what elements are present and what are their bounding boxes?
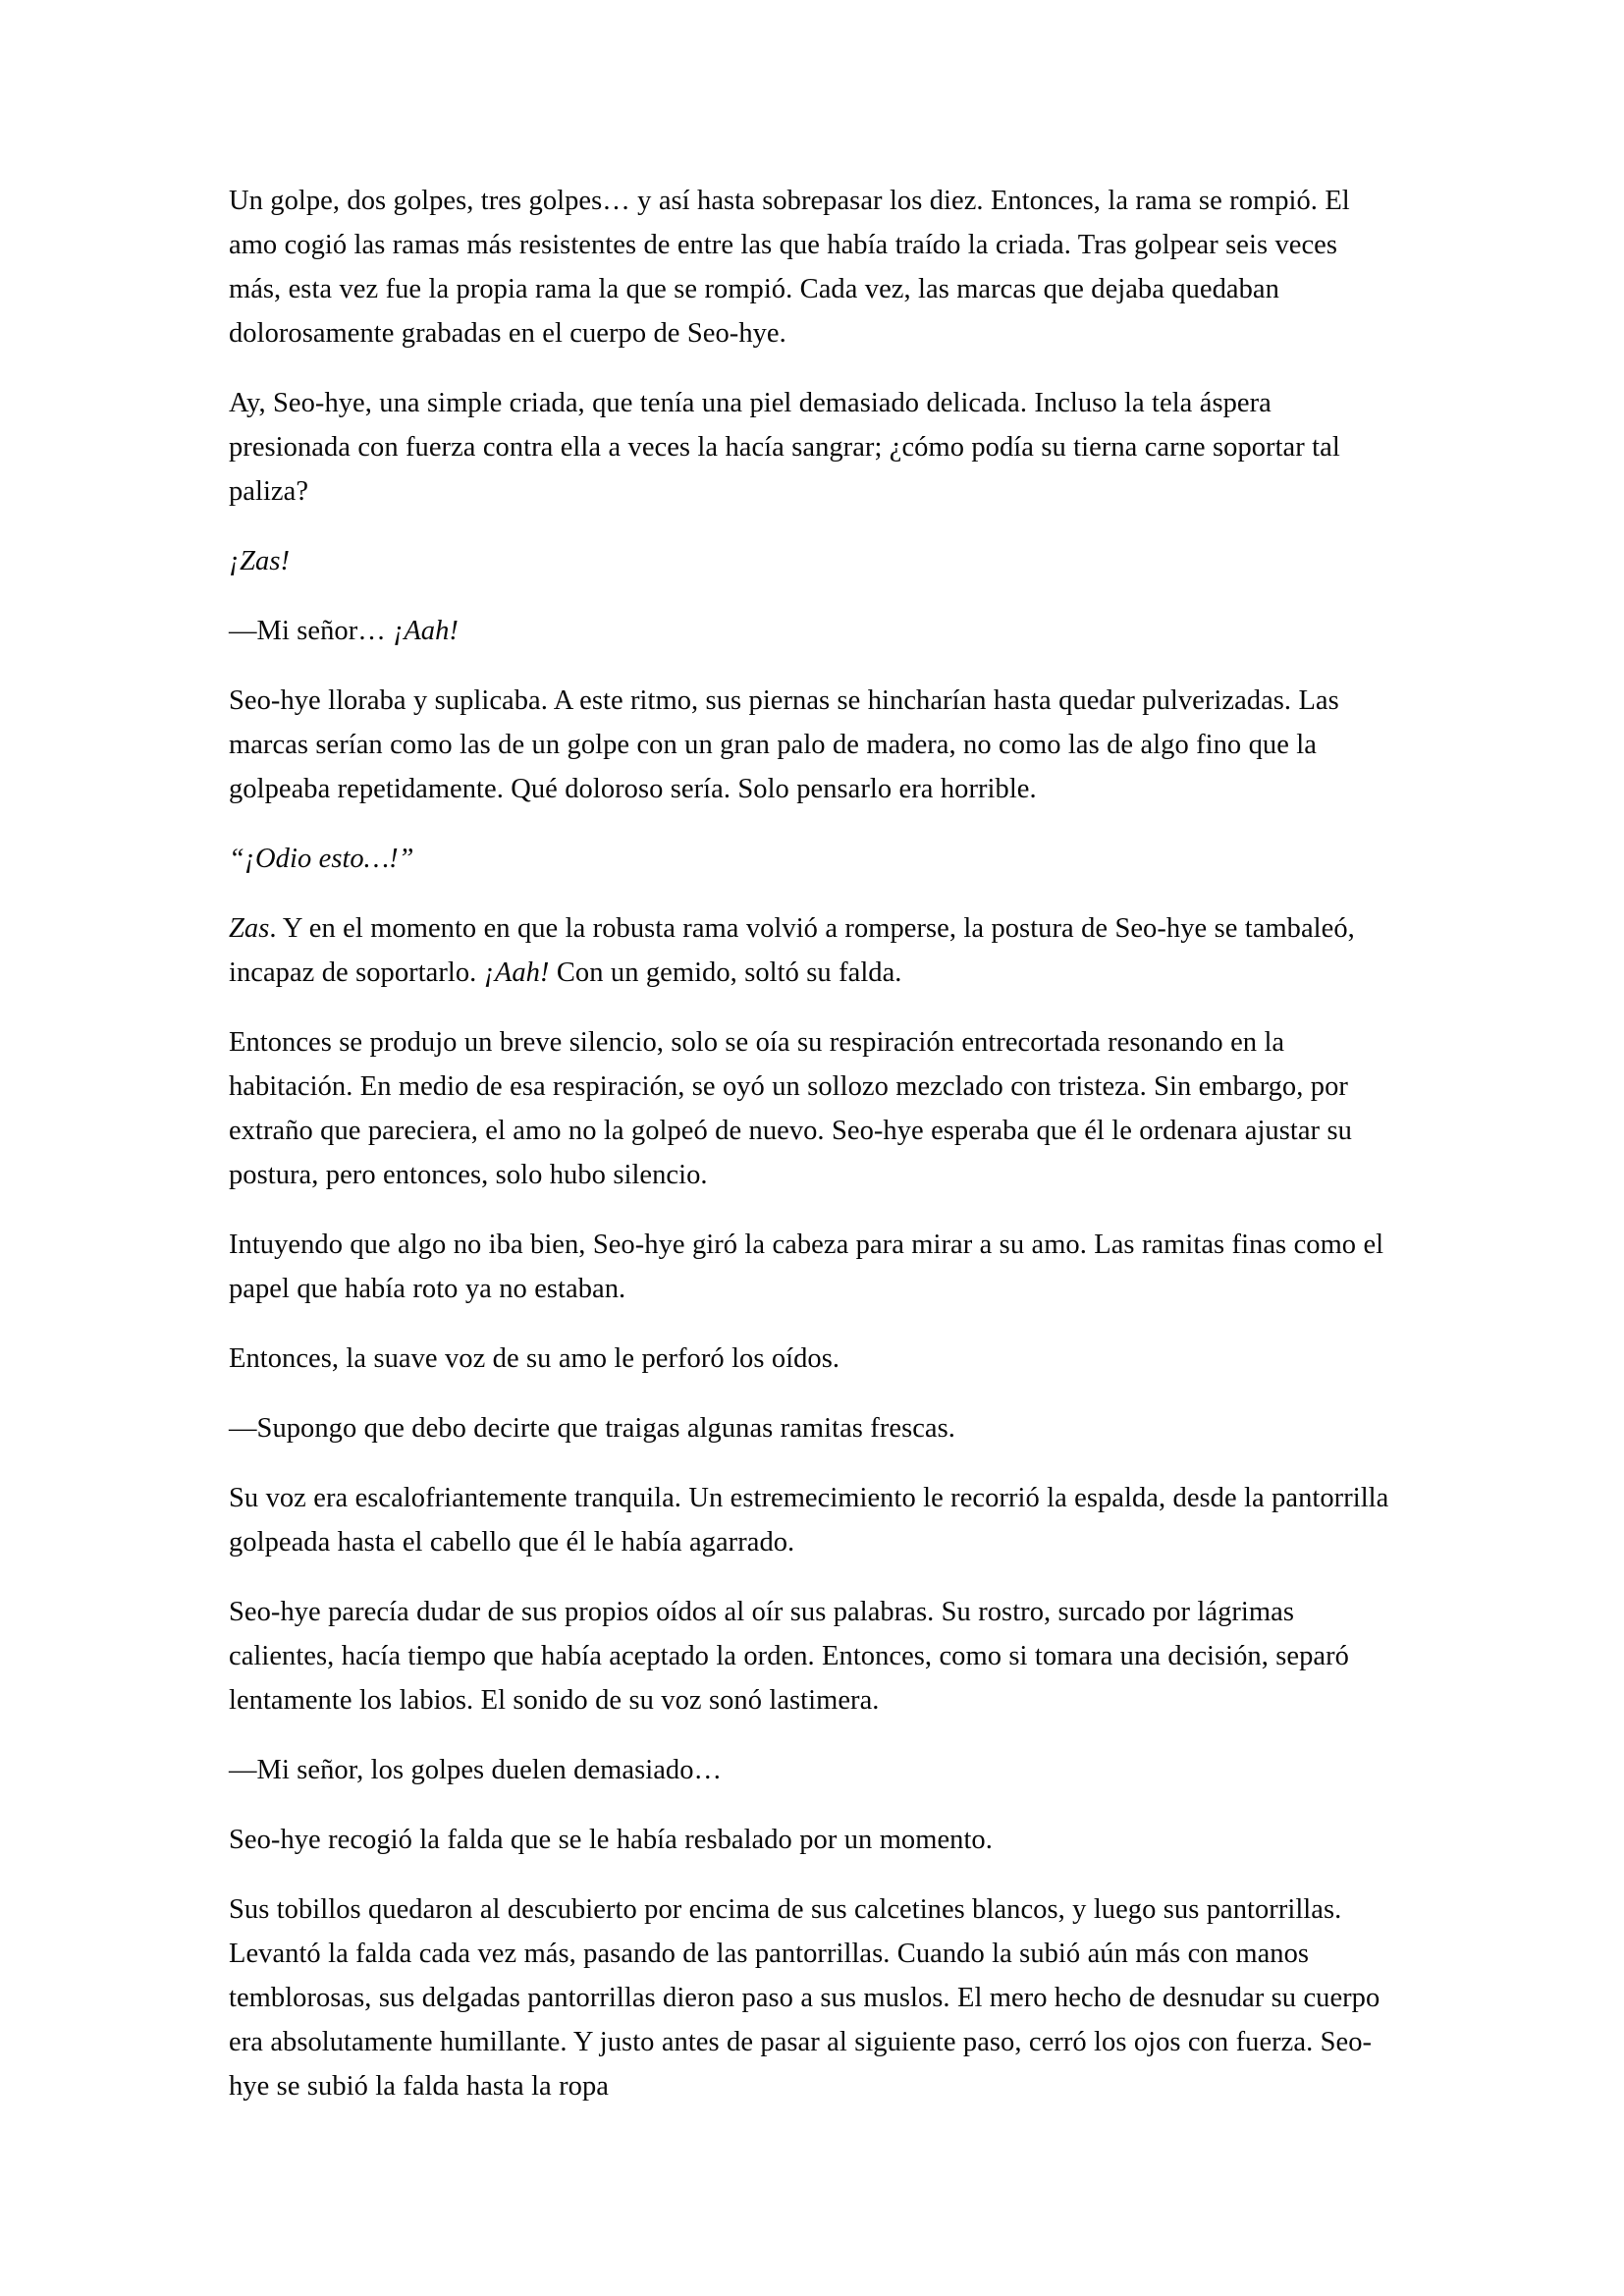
onomatopoeia-aah: ¡Aah! bbox=[483, 957, 550, 988]
paragraph-8: Entonces se produjo un breve silencio, solo se oía su respiración entrecortada resonando en la habitación. En medio de esa respiración, se oyó un sollozo mezclado con tristeza. Sin embargo, por extraño que pareciera, el amo no la golpeó de nuevo. Seo-hye esperaba que él le ordenara ajustar su postura, pero entonces, solo hubo silencio. bbox=[229, 1027, 1352, 1190]
paragraph-3-exclamation: ¡Zas! bbox=[229, 546, 291, 576]
paragraph-7-run-2: . Y en el momento en que la robusta rama volvió a romperse, la postura de Seo-hye se tambaleó, incapaz de soportarlo. bbox=[229, 913, 1355, 988]
dialogue-cry: ¡Aah! bbox=[393, 616, 459, 646]
paragraph-6-inner-thought: “¡Odio esto…!” bbox=[229, 844, 414, 874]
paragraph-7-run-4: Con un gemido, soltó su falda. bbox=[549, 957, 902, 988]
paragraph-16: Sus tobillos quedaron al descubierto por encima de sus calcetines blancos, y luego sus pantorrillas. Levantó la falda cada vez más, pasando de las pantorrillas. Cuando la subió aún más con manos temblorosas, sus delgadas pantorrillas dieron paso a sus muslos. El mero hecho de desnudar su cuerpo era absolutamente humillante. Y justo antes de pasar al siguiente paso, cerró los ojos con fuerza. Seo-hye se subió la falda hasta la ropa bbox=[229, 1894, 1380, 2102]
paragraph-12: Su voz era escalofriantemente tranquila. Un estremecimiento le recorrió la espalda, desde la pantorrilla golpeada hasta el cabello que él le había agarrado. bbox=[229, 1483, 1389, 1558]
paragraph-5: Seo-hye lloraba y suplicaba. A este ritmo, sus piernas se hincharían hasta quedar pulverizadas. Las marcas serían como las de un golpe con un gran palo de madera, no como las de algo fino que la golpeaba repetidamente. Qué doloroso sería. Solo pensarlo era horrible. bbox=[229, 685, 1339, 804]
paragraph-13: Seo-hye parecía dudar de sus propios oídos al oír sus palabras. Su rostro, surcado por lágrimas calientes, hacía tiempo que había aceptado la orden. Entonces, como si tomara una decisión, separó lentamente los labios. El sonido de su voz sonó lastimera. bbox=[229, 1597, 1349, 1716]
paragraph-14-dialogue: —Mi señor, los golpes duelen demasiado… bbox=[229, 1755, 723, 1785]
paragraph-7-mixed bbox=[229, 906, 1395, 995]
paragraph-9: Intuyendo que algo no iba bien, Seo-hye giró la cabeza para mirar a su amo. Las ramitas finas como el papel que había roto ya no estaban. bbox=[229, 1230, 1384, 1304]
text-column bbox=[229, 179, 1395, 2108]
paragraph-1: Un golpe, dos golpes, tres golpes… y así hasta sobrepasar los diez. Entonces, la rama se rompió. El amo cogió las ramas más resistentes de entre las que había traído la criada. Tras golpear seis veces más, esta vez fue la propia rama la que se rompió. Cada vez, las marcas que dejaba quedaban dolorosamente grabadas en el cuerpo de Seo-hye. bbox=[229, 186, 1350, 349]
paragraph-2: Ay, Seo-hye, una simple criada, que tenía una piel demasiado delicada. Incluso la tela áspera presionada con fuerza contra ella a veces la hacía sangrar; ¿cómo podía su tierna carne soportar tal paliza? bbox=[229, 388, 1340, 507]
paragraph-15: Seo-hye recogió la falda que se le había resbalado por un momento. bbox=[229, 1825, 993, 1855]
dialogue-speech: —Mi señor… bbox=[229, 616, 394, 646]
paragraph-4-dialogue bbox=[229, 609, 1395, 653]
paragraph-11-dialogue: —Supongo que debo decirte que traigas algunas ramitas frescas. bbox=[229, 1413, 955, 1444]
paragraph-10: Entonces, la suave voz de su amo le perforó los oídos. bbox=[229, 1343, 840, 1374]
onomatopoeia-zas: Zas bbox=[229, 913, 270, 944]
